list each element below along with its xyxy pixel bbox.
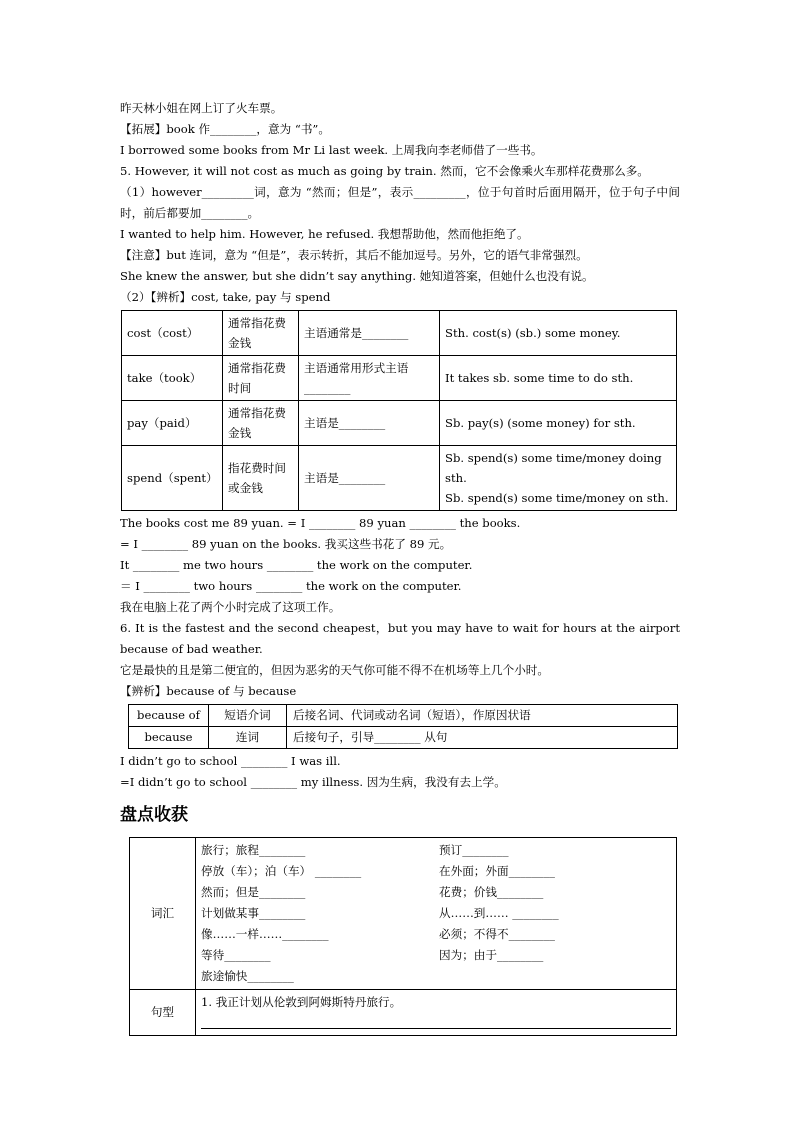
table-cell: 主语通常是________ bbox=[299, 311, 440, 356]
table-cell: Sth. cost(s) (sb.) some money. bbox=[440, 311, 677, 356]
table-cell: 主语通常用形式主语________ bbox=[299, 356, 440, 401]
text-line: 我在电脑上花了两个小时完成了这项工作。 bbox=[120, 600, 341, 614]
table-row bbox=[122, 311, 677, 356]
text-line: 【拓展】book 作________，意为 “书”。 bbox=[120, 122, 330, 136]
vocab-cell bbox=[196, 838, 677, 990]
table-cell: 主语是________ bbox=[299, 401, 440, 446]
vocab-item: 等待________ bbox=[201, 948, 271, 962]
table-cell: 短语介词 bbox=[209, 705, 287, 727]
vocab-item: 必须；不得不________ bbox=[439, 927, 555, 941]
text-paragraph: （1）however_________词，意为 “然而；但是”，表示_________，位于句首时后面用隔开，位于句子中间时，前后都要加________。 bbox=[120, 185, 680, 220]
text-line: I borrowed some books from Mr Li last week. 上周我向李老师借了一些书。 bbox=[120, 143, 543, 157]
table-cell: spend（spent） bbox=[122, 446, 223, 511]
text-line: 【注意】but 连词，意为 “但是”，表示转折，其后不能加逗号。另外，它的语气非常强烈。 bbox=[120, 248, 588, 262]
document-page bbox=[120, 98, 680, 1036]
table-cell: 指花费时间或金钱 bbox=[223, 446, 299, 511]
text-line: 【辨析】because of 与 because bbox=[120, 684, 297, 698]
vocab-item bbox=[439, 966, 671, 987]
text-line: 昨天林小姐在网上订了火车票。 bbox=[120, 101, 283, 115]
sentence-cell bbox=[196, 990, 677, 1036]
table-row bbox=[129, 727, 678, 749]
table-cell: 通常指花费金钱 bbox=[223, 401, 299, 446]
answer-line bbox=[201, 1014, 671, 1029]
vocab-item: 花费；价钱________ bbox=[439, 885, 544, 899]
table-row bbox=[130, 838, 677, 990]
table-cell: 通常指花费金钱 bbox=[223, 311, 299, 356]
vocab-item: 从……到…… ________ bbox=[439, 906, 559, 920]
table-cell: because bbox=[129, 727, 209, 749]
vocab-item: 像……一样……________ bbox=[201, 927, 329, 941]
table-cell: 后接名词、代词或动名词（短语），作原因状语 bbox=[287, 705, 678, 727]
table-cell: take（took） bbox=[122, 356, 223, 401]
vocab-item: 因为；由于________ bbox=[439, 948, 544, 962]
table-row bbox=[122, 446, 677, 511]
table-cell: It takes sb. some time to do sth. bbox=[440, 356, 677, 401]
text-line: The books cost me 89 yuan. = I ________ 89 yuan ________ the books. bbox=[120, 516, 521, 530]
table-row bbox=[129, 705, 678, 727]
text-line: （2）【辨析】cost, take, pay 与 spend bbox=[120, 290, 331, 304]
summary-table bbox=[129, 837, 677, 1036]
vocab-item: 然而；但是________ bbox=[201, 885, 306, 899]
table-cell: Sb. spend(s) some time/money doing sth. Sb. spend(s) some time/money on sth. bbox=[440, 446, 677, 511]
sentence-item: 1. 我正计划从伦敦到阿姆斯特丹旅行。 bbox=[201, 995, 402, 1009]
table-cell: because of bbox=[129, 705, 209, 727]
text-line: = I ________ 89 yuan on the books. 我买这些书花了 89 元。 bbox=[120, 537, 452, 551]
cost-take-pay-spend-table bbox=[121, 310, 677, 511]
table-cell: Sb. pay(s) (some money) for sth. bbox=[440, 401, 677, 446]
table-cell: 通常指花费时间 bbox=[223, 356, 299, 401]
vocab-item: 旅行；旅程________ bbox=[201, 843, 306, 857]
text-line: ＝ I ________ two hours ________ the work on the computer. bbox=[120, 579, 462, 593]
text-line: I wanted to help him. However, he refused. 我想帮助他，然而他拒绝了。 bbox=[120, 227, 529, 241]
table-row bbox=[130, 990, 677, 1036]
vocab-grid bbox=[201, 840, 671, 987]
text-line: I didn’t go to school ________ I was ill. bbox=[120, 754, 341, 768]
vocab-item: 计划做某事________ bbox=[201, 906, 306, 920]
vocab-label: 词汇 bbox=[130, 838, 196, 990]
sentence-label: 句型 bbox=[130, 990, 196, 1036]
text-line: 它是最快的且是第二便宜的，但因为恶劣的天气你可能不得不在机场等上几个小时。 bbox=[120, 663, 549, 677]
table-cell: cost（cost） bbox=[122, 311, 223, 356]
table-row bbox=[122, 401, 677, 446]
vocab-item: 在外面；外面________ bbox=[439, 864, 555, 878]
text-line: It ________ me two hours ________ the work on the computer. bbox=[120, 558, 473, 572]
section-title: 盘点收获 bbox=[120, 805, 188, 825]
table-cell: pay（paid） bbox=[122, 401, 223, 446]
vocab-item: 预订________ bbox=[439, 843, 509, 857]
vocab-item: 停放（车）；泊（车） ________ bbox=[201, 864, 362, 878]
text-paragraph: 6. It is the fastest and the second cheapest，but you may have to wait for hours at the airport because of bad weather. bbox=[120, 621, 680, 656]
text-line: She knew the answer, but she didn’t say anything. 她知道答案，但她什么也没有说。 bbox=[120, 269, 594, 283]
table-row bbox=[122, 356, 677, 401]
table-cell: 连词 bbox=[209, 727, 287, 749]
text-line: =I didn’t go to school ________ my illness. 因为生病，我没有去上学。 bbox=[120, 775, 506, 789]
text-line: 5. However, it will not cost as much as going by train. 然而，它不会像乘火车那样花费那么多。 bbox=[120, 164, 649, 178]
because-table bbox=[128, 704, 678, 749]
table-cell: 后接句子，引导________ 从句 bbox=[287, 727, 678, 749]
table-cell: 主语是________ bbox=[299, 446, 440, 511]
vocab-item: 旅途愉快________ bbox=[201, 969, 294, 983]
